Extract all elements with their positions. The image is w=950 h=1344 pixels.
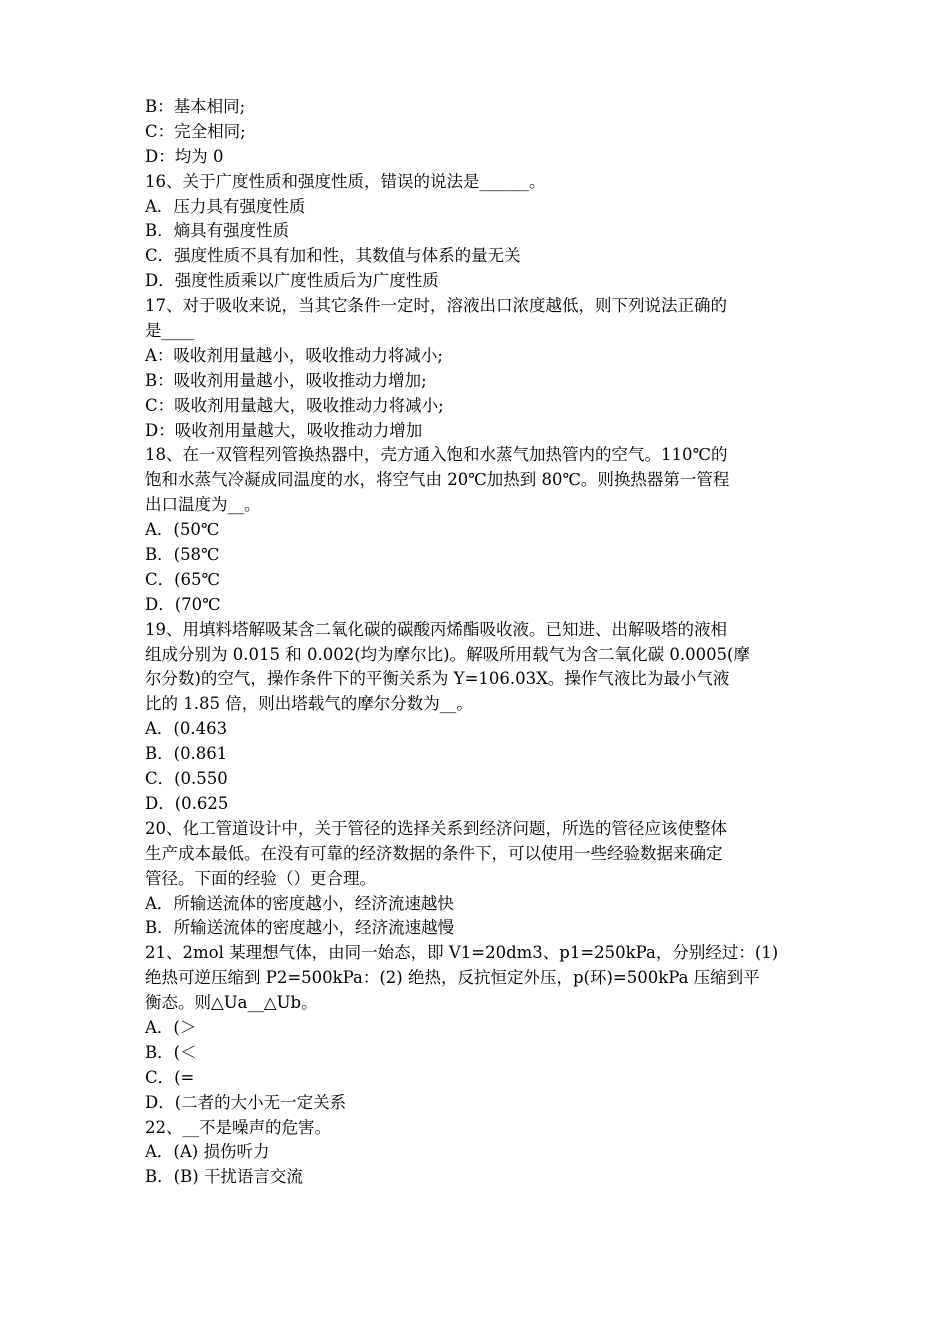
option-line: C：吸收剂用量越大，吸收推动力将减小; — [145, 395, 444, 415]
question-17: 17、对于吸收来说，当其它条件一定时，溶液出口浓度越低，则下列说法正确的 — [145, 296, 727, 316]
option-line: D．强度性质乘以广度性质后为广度性质 — [145, 271, 439, 291]
question-17-cont: 是____ — [145, 321, 195, 341]
option-line: D：吸收剂用量越大，吸收推动力增加 — [145, 420, 423, 440]
question-16: 16、关于广度性质和强度性质，错误的说法是______。 — [145, 171, 546, 191]
question-20-cont: 生产成本最低。在没有可靠的经济数据的条件下，可以使用一些经验数据来确定 — [145, 843, 723, 863]
question-20-cont: 管径。下面的经验（）更合理。 — [145, 868, 376, 888]
option-line: B．(B) 干扰语言交流 — [145, 1167, 303, 1187]
question-22: 22、__不是噪声的危害。 — [145, 1117, 331, 1137]
option-line: A．(50℃ — [145, 520, 220, 540]
option-line: B．所输送流体的密度越小，经济流速越慢 — [145, 918, 455, 938]
question-21-cont: 绝热可逆压缩到 P2=500kPa：(2) 绝热，反抗恒定外压，p(环)=500kPa 压缩到平 — [145, 968, 760, 988]
option-line: A．(＞ — [145, 1017, 197, 1037]
option-line: C．(0.550 — [145, 769, 228, 789]
text-line: D：均为 0 — [145, 146, 224, 166]
option-line: A．压力具有强度性质 — [145, 196, 306, 216]
option-line: C．(65℃ — [145, 569, 221, 589]
option-line: A．(0.463 — [145, 719, 228, 739]
document-page — [145, 95, 817, 1190]
option-line: B：吸收剂用量越小，吸收推动力增加; — [145, 370, 427, 390]
option-line: A：吸收剂用量越小，吸收推动力将减小; — [145, 345, 443, 365]
question-19-cont: 组成分别为 0.015 和 0.002(均为摩尔比)。解吸所用载气为含二氧化碳 0.0005(摩 — [145, 644, 750, 664]
question-18-cont: 出口温度为__。 — [145, 495, 261, 515]
text-line: B：基本相同; — [145, 97, 246, 116]
question-19-cont: 尔分数)的空气，操作条件下的平衡关系为 Y=106.03X。操作气液比为最小气液 — [145, 669, 730, 689]
option-line: A．所输送流体的密度越小，经济流速越快 — [145, 893, 454, 913]
text-line: C：完全相同; — [145, 121, 246, 141]
option-line: B．熵具有强度性质 — [145, 221, 290, 241]
option-line: C．强度性质不具有加和性，其数值与体系的量无关 — [145, 246, 521, 266]
option-line: D．(70℃ — [145, 594, 221, 614]
option-line: D．(0.625 — [145, 793, 229, 813]
option-line: C．(= — [145, 1067, 195, 1087]
question-21: 21、2mol 某理想气体，由同一始态，即 V1=20dm3、p1=250kPa，分别经过：(1) — [145, 943, 779, 963]
option-line: B．(58℃ — [145, 545, 220, 565]
question-19: 19、用填料塔解吸某含二氧化碳的碳酸丙烯酯吸收液。已知进、出解吸塔的液相 — [145, 619, 727, 639]
question-21-cont: 衡态。则△Ua__△Ub。 — [145, 993, 318, 1013]
option-line: B．(0.861 — [145, 744, 228, 764]
question-18: 18、在一双管程列管换热器中，壳方通入饱和水蒸气加热管内的空气。110℃的 — [145, 445, 728, 465]
question-18-cont: 饱和水蒸气冷凝成同温度的水，将空气由 20℃加热到 80℃。则换热器第一管程 — [145, 470, 730, 490]
option-line: D．(二者的大小无一定关系 — [145, 1092, 347, 1112]
option-line: B．(＜ — [145, 1042, 197, 1062]
question-20: 20、化工管道设计中，关于管径的选择关系到经济问题，所选的管径应该使整体 — [145, 818, 727, 838]
question-19-cont: 比的 1.85 倍，则出塔载气的摩尔分数为__。 — [145, 694, 473, 714]
option-line: A．(A) 损伤听力 — [145, 1142, 270, 1162]
